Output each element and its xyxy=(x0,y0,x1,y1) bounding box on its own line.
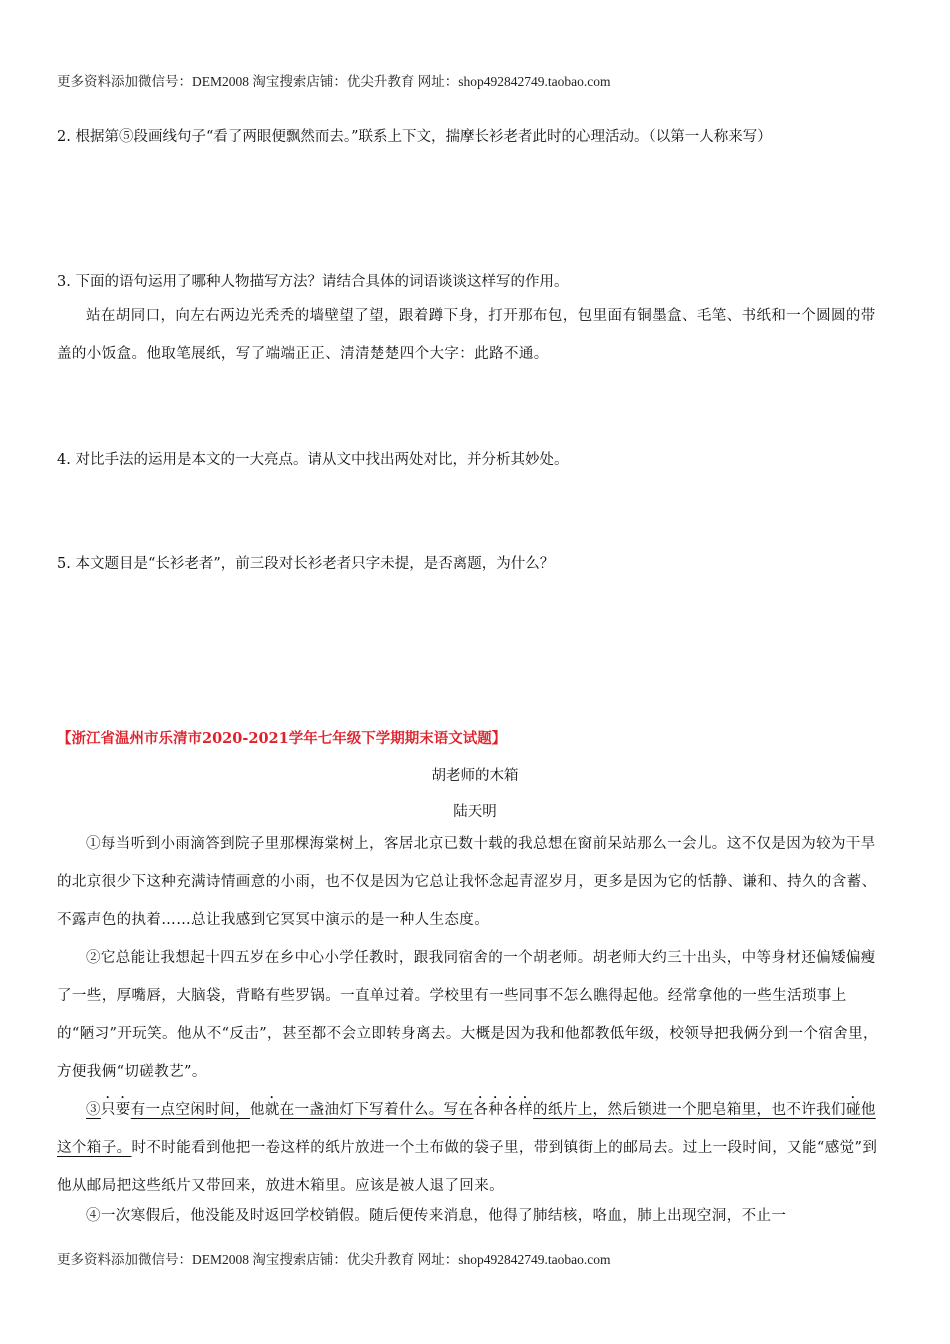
article-paragraph-1: ①每当听到小雨滴答到院子里那棵海棠树上，客居北京已数十载的我总想在窗前呆站那么一会儿。这不仅是因为较为干旱的北京很少下这种充满诗情画意的小雨，也不仅是因为它总让我怀念起青涩岁月，更多是因为它的恬静、谦和、持久的含蓄、不露声色的执着……总让我感到它冥冥中演示的是一种人生态度。 xyxy=(57,836,877,928)
underlined-phrase: 他这个箱子。 xyxy=(57,1102,876,1156)
article-title: 胡老师的木箱 xyxy=(431,768,519,784)
emphasis-word: 只要 xyxy=(100,1102,131,1118)
article-paragraph-2: ②它总能让我想起十四五岁在乡中心小学任教时，跟我同宿舍的一个胡老师。胡老师大约三十出头，中等身材还偏矮偏瘦了一些，厚嘴唇，大脑袋，背略有些罗锅。一直单过着。学校里有一些同事不怎么瞧得起他。经常拿他的一些生活琐事上的“陋习”开玩笑。他从不“反击”，甚至都不会立即转身离去。大概是因为我和他都教低年级，校领导把我俩分到一个宿舍里，方便我俩“切磋教艺”。 xyxy=(57,950,878,1080)
underlined-phrase: 在一盏油灯下写着什么。写在 xyxy=(279,1102,474,1118)
question-3: 3. 下面的语句运用了哪种人物描写方法？请结合具体的词语谈谈这样写的作用。 xyxy=(57,274,569,290)
question-2: 2. 根据第⑤段画线句子“看了两眼便飘然而去。”联系上下文，揣摩长衫老者此时的心理活动。（以第一人称来写） xyxy=(57,129,772,145)
underlined-phrase: 的纸片上，然后锁 xyxy=(533,1102,653,1118)
page-footer: 更多资料添加微信号：DEM2008 淘宝搜索店铺：优尖升教育 网址：shop492842749.taobao.com xyxy=(57,1252,611,1267)
article-author: 陆天明 xyxy=(453,804,497,820)
page-header: 更多资料添加微信号：DEM2008 淘宝搜索店铺：优尖升教育 网址：shop492842749.taobao.com xyxy=(57,74,611,89)
underlined-phrase: 有一点空闲时间， xyxy=(130,1102,250,1118)
paragraph-number: ③ xyxy=(86,1102,101,1118)
question-5: 5. 本文题目是“长衫老者”，前三段对长衫老者只字未提，是否离题，为什么？ xyxy=(57,556,555,572)
article-paragraph-4: ④一次寒假后，他没能及时返回学校销假。随后便传来消息，他得了肺结核，咯血，肺上出现空洞，不止一 xyxy=(86,1208,787,1224)
underlined-phrase: 进一个肥皂箱里，也不许我们 xyxy=(652,1102,846,1118)
question-3-quote: 站在胡同口，向左右两边光秃秃的墙壁望了望，跟着蹲下身，打开那布包，包里面有铜墨盒、毛笔、书纸和一个圆圆的带盖的小饭盒。他取笔展纸，写了端端正正、清清楚楚四个大字：此路不通。 xyxy=(57,308,876,362)
source-label: 【浙江省温州市乐清市2020-2021学年七年级下学期期末语文试题】 xyxy=(57,730,507,747)
question-4: 4. 对比手法的运用是本文的一大亮点。请从文中找出两处对比，并分析其妙处。 xyxy=(57,452,569,468)
emphasis-word: 碰 xyxy=(845,1102,861,1118)
emphasis-word: 各种各样 xyxy=(473,1102,534,1118)
article-paragraph-3: ③只要有一点空闲时间，他就在一盏油灯下写着什么。写在各种各样的纸片上，然后锁进一个肥皂箱里，也不许我们碰他这个箱子。时不时能看到他把一卷这样的纸片放进一个土布做的袋子里，带到镇街上的邮局去。过上一段时间，又能“感觉”到他从邮局把这些纸片又带回来，放进木箱里。应该是被人退了回来。 xyxy=(57,1102,878,1194)
emphasis-word: 就 xyxy=(264,1102,280,1118)
